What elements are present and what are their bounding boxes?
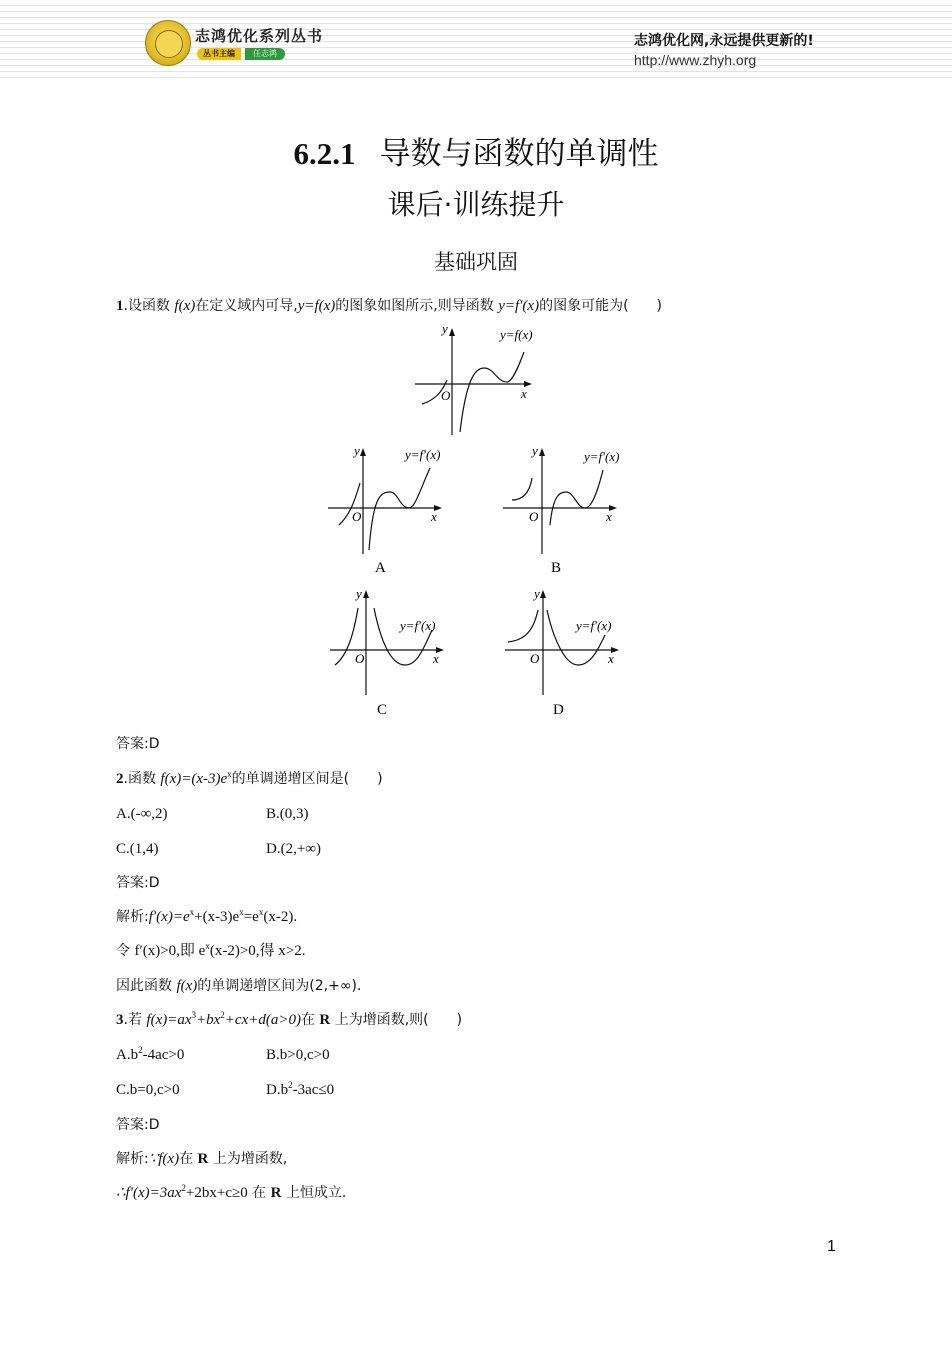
curve-c-2	[374, 608, 432, 665]
curve-b-1	[512, 478, 532, 500]
question-1: 1.设函数 f(x)在定义域内可导,y=f(x)的图象如图所示,则导函数 y=f′(x)的图象可能为( )	[116, 298, 663, 314]
logo-icon	[145, 20, 191, 66]
q3-analysis-2: $\therefore f'(x)=3ax^2+2bx+c\ge 0$ 在 R 上恒成立.	[116, 1183, 347, 1201]
svg-text:y: y	[532, 443, 538, 458]
site-url[interactable]: http://www.zhyh.org	[634, 52, 757, 68]
page-title	[0, 128, 952, 173]
label-c-curve: y=f′(x)	[400, 618, 436, 633]
label-d-curve: y=f′(x)	[576, 618, 612, 633]
main-axis-y: y	[442, 321, 448, 336]
page-subtitle: 课后·训练提升	[387, 188, 565, 221]
header-site	[634, 30, 814, 68]
header-brand	[145, 20, 345, 64]
tag-editor-label: 丛书主编	[197, 48, 241, 60]
q2-options-row1	[116, 804, 309, 824]
svg-text:x: x	[608, 651, 614, 666]
svg-text:O: O	[530, 651, 540, 666]
title-text: 导数与函数的单调性	[379, 136, 659, 172]
q2-options-row2	[116, 839, 321, 859]
q2-option-a: A.(-∞,2)	[116, 806, 168, 822]
svg-text:x: x	[431, 509, 437, 524]
q3-option-c: C.b=0,c>0	[116, 1082, 180, 1098]
label-a-curve: y=f′(x)	[405, 447, 441, 462]
choice-a-letter: A	[375, 560, 386, 576]
q2-analysis-3: 因此函数 f(x)的单调递增区间为(2,+∞).	[116, 978, 362, 994]
tag-editor-name: 任志鸿	[245, 48, 285, 60]
svg-text:O: O	[355, 651, 365, 666]
main-curve-2	[460, 352, 524, 432]
choice-b-letter: B	[551, 560, 562, 576]
q2-analysis-1: 解析$:f'(x)=e^x+(x-3)e^x=e^x(x-2)$.	[116, 907, 298, 925]
site-name: 志鸿优化网,永远提供更新的!	[634, 33, 814, 49]
curve-b-2	[550, 470, 603, 525]
q2-option-d: D.(2,+∞)	[266, 841, 321, 857]
svg-text:O: O	[352, 509, 362, 524]
main-origin: O	[441, 388, 451, 403]
choice-d-letter: D	[553, 702, 564, 718]
svg-text:x: x	[433, 651, 439, 666]
q1-figure	[0, 320, 952, 720]
brand-name: 志鸿优化系列丛书	[195, 27, 324, 45]
q2-option-c: C.(1,4)	[116, 841, 159, 857]
choice-c-letter: C	[377, 702, 388, 718]
svg-text:y: y	[354, 443, 360, 458]
q2-analysis-2: 令 f′(x)>0,即 $e^x(x-2)>0$,得 x>2.	[116, 941, 306, 959]
title-number: 6.2.1	[293, 136, 356, 171]
q3-options-row1	[116, 1045, 330, 1065]
label-b-curve: y=f′(x)	[584, 449, 620, 464]
q2-option-b: B.(0,3)	[266, 806, 309, 822]
page-number: 1	[827, 1238, 836, 1255]
main-curve-label: y=f(x)	[500, 327, 533, 342]
question-3: 3.若 $f(x)=ax^3+bx^2+cx+d(a>0)$在 R 上为增函数,则( )	[116, 1010, 463, 1028]
main-axis-x: x	[521, 386, 527, 401]
curve-d-1	[508, 610, 538, 642]
svg-text:y: y	[534, 586, 540, 601]
q3-option-d: $D.b^2-3ac\le 0$	[266, 1080, 335, 1098]
curve-a-2	[369, 468, 430, 550]
q3-analysis-1: 解析:∵f(x)在 R 上为增函数,	[116, 1151, 288, 1167]
svg-text:y: y	[356, 586, 362, 601]
svg-text:O: O	[529, 509, 539, 524]
q3-options-row2	[116, 1080, 335, 1100]
q3-option-b: B.b>0,c>0	[266, 1047, 330, 1063]
q3-answer: 答案:D	[116, 1117, 160, 1133]
question-2: 2.函数 $f(x)=(x-3)e^x$的单调递增区间是( )	[116, 769, 383, 787]
q1-answer: 答案:D	[116, 736, 160, 752]
q3-option-a: $A.b^2-4ac>0$	[116, 1045, 185, 1063]
svg-text:x: x	[606, 509, 612, 524]
q2-answer: 答案:D	[116, 875, 160, 891]
section-heading: 基础巩固	[434, 250, 518, 274]
